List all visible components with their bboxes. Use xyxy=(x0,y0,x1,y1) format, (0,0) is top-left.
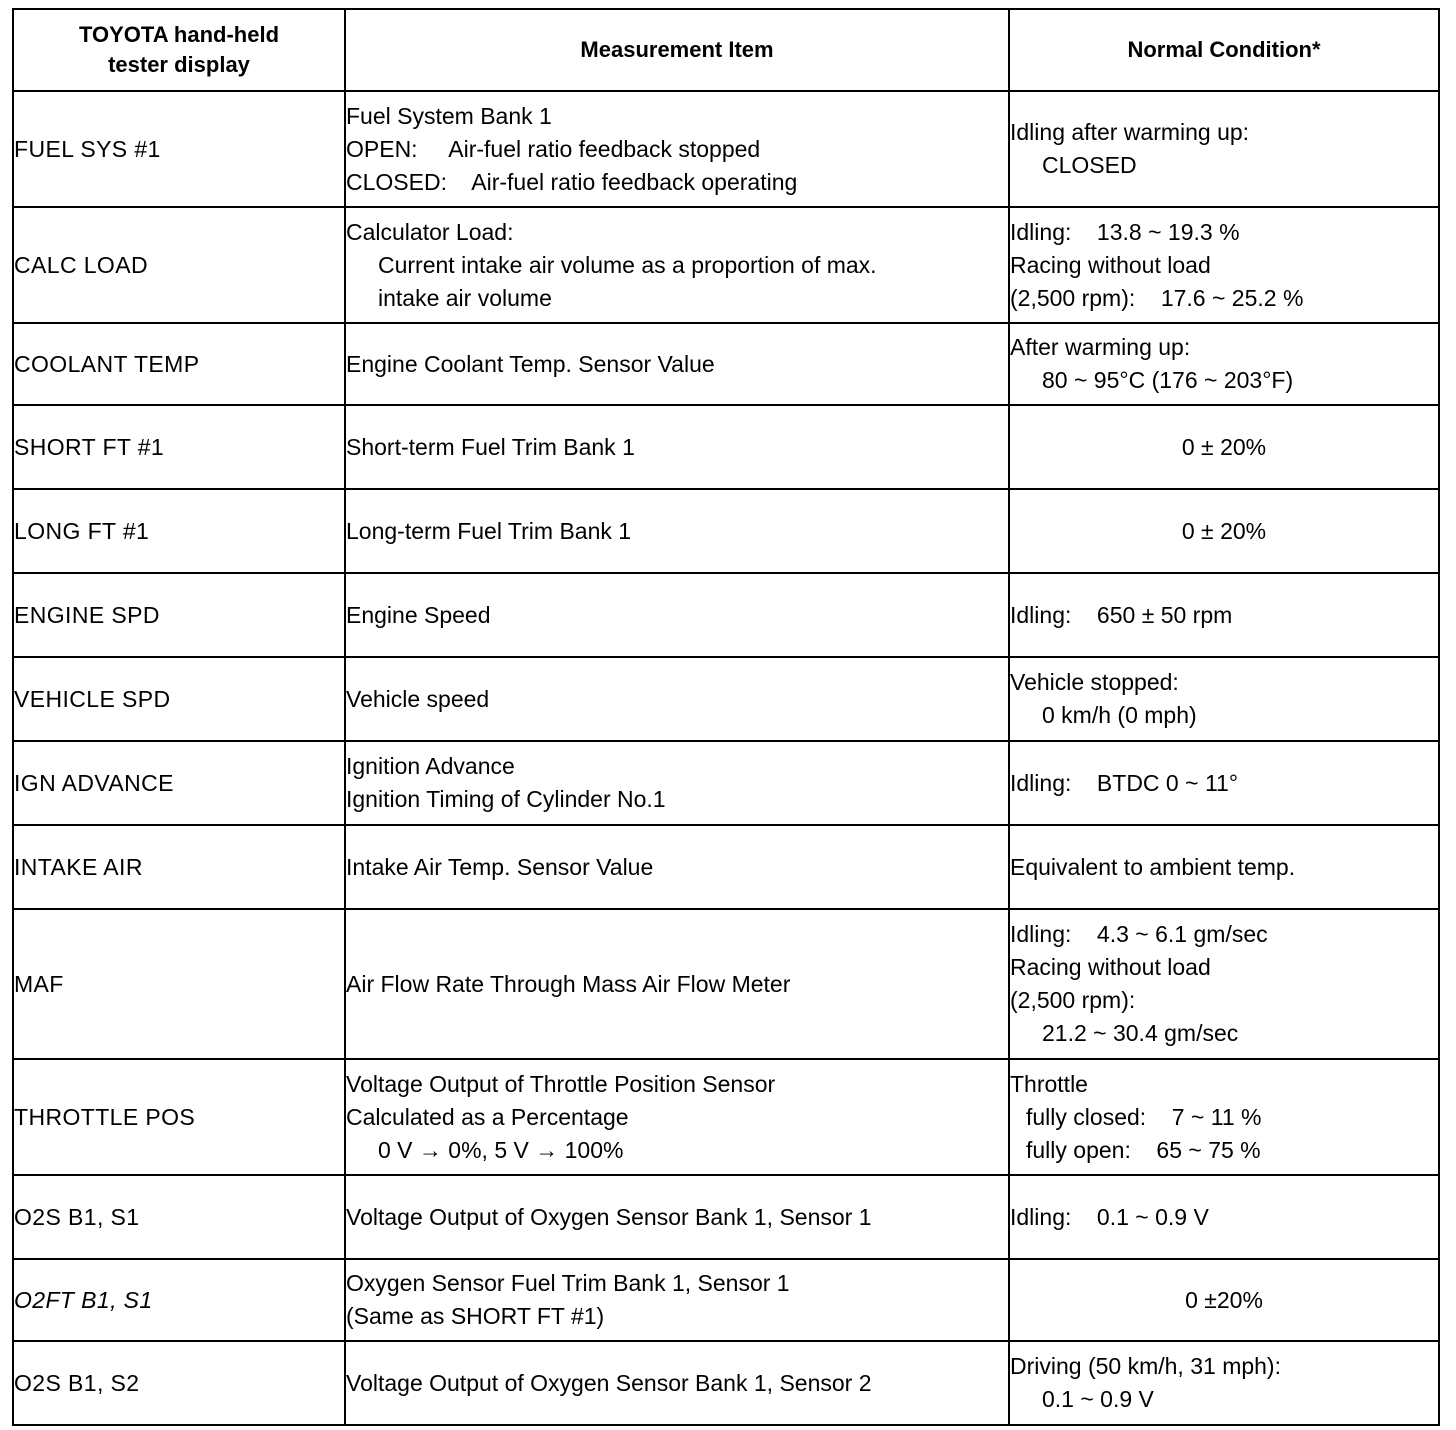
tester-display-cell: CALC LOAD xyxy=(13,207,345,323)
item-line: (Same as SHORT FT #1) xyxy=(346,1303,605,1329)
condition-line: 21.2 ~ 30.4 gm/sec xyxy=(1042,1020,1239,1046)
measurement-item-cell xyxy=(345,825,1009,909)
condition-line: (2,500 rpm): 17.6 ~ 25.2 % xyxy=(1010,284,1304,311)
normal-condition-cell xyxy=(1009,573,1439,657)
item-line: Engine Speed xyxy=(346,601,491,628)
normal-condition-cell xyxy=(1009,207,1439,323)
item-line: Oxygen Sensor Fuel Trim Bank 1, Sensor 1 xyxy=(346,1270,790,1296)
measurement-item-cell xyxy=(345,573,1009,657)
table-row xyxy=(13,323,1439,405)
condition-line: CLOSED xyxy=(1042,152,1137,178)
item-line: Voltage Output of Oxygen Sensor Bank 1, Sensor 2 xyxy=(346,1369,872,1396)
item-line: Short-term Fuel Trim Bank 1 xyxy=(346,433,635,460)
item-line: Intake Air Temp. Sensor Value xyxy=(346,853,654,880)
tester-display-cell: LONG FT #1 xyxy=(13,489,345,573)
normal-condition-cell xyxy=(1009,1059,1439,1175)
tester-display-cell: INTAKE AIR xyxy=(13,825,345,909)
normal-condition-cell xyxy=(1009,323,1439,405)
measurement-item-cell xyxy=(345,1175,1009,1259)
measurement-item-cell xyxy=(345,1341,1009,1425)
condition-line: Idling after warming up: xyxy=(1010,119,1250,145)
tester-display-cell: ENGINE SPD xyxy=(13,573,345,657)
item-line: Current intake air volume as a proportion of max. xyxy=(378,251,877,278)
tester-display-cell: O2S B1, S2 xyxy=(13,1341,345,1425)
measurement-item-cell xyxy=(345,657,1009,741)
table-row xyxy=(13,91,1439,207)
tester-display-cell: VEHICLE SPD xyxy=(13,657,345,741)
header-tester-display-line1: TOYOTA hand-held xyxy=(78,22,280,47)
measurement-item-cell xyxy=(345,405,1009,489)
table-row xyxy=(13,1259,1439,1341)
table-row xyxy=(13,573,1439,657)
condition-line: Vehicle stopped: xyxy=(1010,669,1179,695)
measurement-item-cell xyxy=(345,323,1009,405)
condition-line: 0 km/h (0 mph) xyxy=(1042,702,1197,728)
condition-line: Idling: 650 ± 50 rpm xyxy=(1010,601,1233,628)
tester-display-cell: O2S B1, S1 xyxy=(13,1175,345,1259)
condition-line: Driving (50 km/h, 31 mph): xyxy=(1010,1353,1281,1379)
normal-condition-cell xyxy=(1009,91,1439,207)
table-row xyxy=(13,405,1439,489)
condition-line: (2,500 rpm): xyxy=(1010,987,1136,1013)
table-row xyxy=(13,1175,1439,1259)
condition-line: fully open: 65 ~ 75 % xyxy=(1026,1136,1261,1163)
condition-line: 0 ± 20% xyxy=(1181,433,1267,460)
item-line: intake air volume xyxy=(378,284,552,311)
normal-condition-cell xyxy=(1009,909,1439,1059)
normal-condition-cell xyxy=(1009,825,1439,909)
tester-display-cell: COOLANT TEMP xyxy=(13,323,345,405)
condition-line: 80 ~ 95°C (176 ~ 203°F) xyxy=(1042,367,1294,393)
item-line: CLOSED: Air-fuel ratio feedback operating xyxy=(346,168,798,195)
condition-line: 0.1 ~ 0.9 V xyxy=(1042,1386,1154,1412)
measurement-item-cell xyxy=(345,91,1009,207)
condition-line: Throttle xyxy=(1010,1070,1088,1097)
item-line: Calculated as a Percentage xyxy=(346,1103,629,1130)
item-line: Vehicle speed xyxy=(346,685,490,712)
item-line: 0 V → 0%, 5 V → 100% xyxy=(378,1136,624,1163)
header-tester-display xyxy=(13,9,345,91)
table-row xyxy=(13,909,1439,1059)
header-tester-display-line2: tester display xyxy=(108,52,250,77)
tester-display-cell: FUEL SYS #1 xyxy=(13,91,345,207)
condition-line: Idling: 0.1 ~ 0.9 V xyxy=(1010,1203,1209,1230)
normal-condition-cell xyxy=(1009,1341,1439,1425)
condition-line: Idling: 13.8 ~ 19.3 % xyxy=(1010,218,1240,245)
table-row xyxy=(13,207,1439,323)
item-line: Long-term Fuel Trim Bank 1 xyxy=(346,517,632,544)
item-line: Calculator Load: xyxy=(346,218,514,245)
tester-display-cell: SHORT FT #1 xyxy=(13,405,345,489)
table-header-row xyxy=(13,9,1439,91)
table-row xyxy=(13,1059,1439,1175)
measurement-item-cell xyxy=(345,741,1009,825)
measurement-item-cell xyxy=(345,207,1009,323)
measurement-item-cell xyxy=(345,489,1009,573)
header-normal-condition: Normal Condition* xyxy=(1009,9,1439,91)
condition-line: Idling: BTDC 0 ~ 11° xyxy=(1010,769,1239,796)
condition-line: 0 ± 20% xyxy=(1181,517,1267,544)
measurement-item-cell xyxy=(345,1059,1009,1175)
normal-condition-cell xyxy=(1009,1175,1439,1259)
condition-line: Idling: 4.3 ~ 6.1 gm/sec xyxy=(1010,921,1268,947)
tester-display-cell: O2FT B1, S1 xyxy=(13,1259,345,1341)
item-line: Voltage Output of Oxygen Sensor Bank 1, Sensor 1 xyxy=(346,1203,872,1230)
condition-line: After warming up: xyxy=(1010,334,1191,360)
item-line: Ignition Timing of Cylinder No.1 xyxy=(346,786,666,812)
tester-display-cell: THROTTLE POS xyxy=(13,1059,345,1175)
measurement-item-cell xyxy=(345,1259,1009,1341)
tester-display-cell: MAF xyxy=(13,909,345,1059)
item-line: Ignition Advance xyxy=(346,753,515,779)
normal-condition-cell xyxy=(1009,489,1439,573)
tester-display-cell: IGN ADVANCE xyxy=(13,741,345,825)
condition-line: Racing without load xyxy=(1010,954,1211,980)
item-line: Voltage Output of Throttle Position Sensor xyxy=(346,1070,776,1097)
normal-condition-cell xyxy=(1009,741,1439,825)
table-row xyxy=(13,489,1439,573)
diagnostic-data-table xyxy=(12,8,1440,1426)
normal-condition-cell xyxy=(1009,1259,1439,1341)
normal-condition-cell xyxy=(1009,657,1439,741)
item-line: Air Flow Rate Through Mass Air Flow Meter xyxy=(346,970,791,997)
item-line: Engine Coolant Temp. Sensor Value xyxy=(346,350,715,377)
condition-line: 0 ±20% xyxy=(1185,1286,1263,1313)
condition-line: Equivalent to ambient temp. xyxy=(1010,853,1296,880)
table-row xyxy=(13,825,1439,909)
header-measurement-item: Measurement Item xyxy=(345,9,1009,91)
table-row xyxy=(13,1341,1439,1425)
item-line: OPEN: Air-fuel ratio feedback stopped xyxy=(346,135,761,162)
table-row xyxy=(13,657,1439,741)
condition-line: Racing without load xyxy=(1010,251,1211,278)
item-line: Fuel System Bank 1 xyxy=(346,102,552,129)
table-row xyxy=(13,741,1439,825)
normal-condition-cell xyxy=(1009,405,1439,489)
condition-line: fully closed: 7 ~ 11 % xyxy=(1026,1103,1262,1130)
measurement-item-cell xyxy=(345,909,1009,1059)
